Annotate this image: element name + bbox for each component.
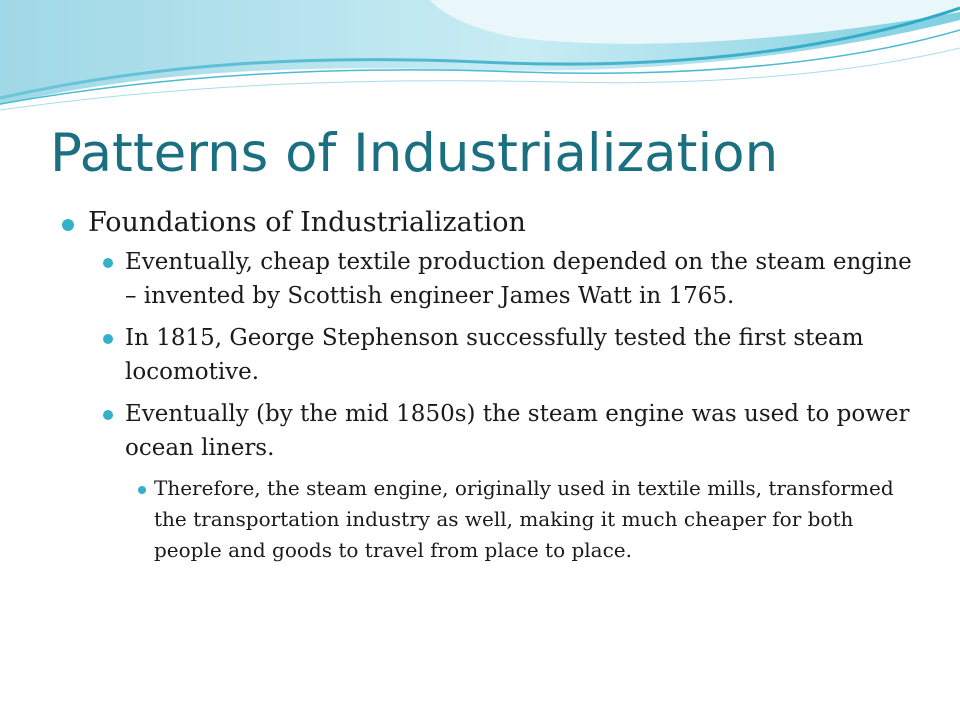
bullet-text: In 1815, George Stephenson successfully tested the first steam locomotive. [125, 325, 864, 385]
header-wave-decoration [0, 0, 960, 120]
bullet-text: Therefore, the steam engine, originally used in textile mills, transformed the transportation industry as well, making it much cheaper for both people and goods to travel from place to place. [154, 476, 894, 562]
bullet-icon [103, 334, 113, 344]
sub-sub-bullet-item-transportation [138, 473, 920, 566]
bullet-list [60, 205, 920, 570]
sub-bullet-item-ocean-liners [97, 397, 920, 465]
bullet-icon [103, 410, 113, 420]
bullet-icon [62, 219, 74, 231]
slide-title: Patterns of Industrialization [50, 123, 779, 184]
bullet-item-foundations [60, 205, 920, 241]
sub-bullet-item-locomotive [97, 321, 920, 389]
bullet-text: Eventually (by the mid 1850s) the steam engine was used to power ocean liners. [125, 401, 910, 461]
sub-bullet-item-steam-engine [97, 245, 920, 313]
bullet-text: Foundations of Industrialization [88, 207, 526, 238]
bullet-icon [103, 258, 113, 268]
bullet-icon [138, 486, 146, 494]
bullet-text: Eventually, cheap textile production depended on the steam engine – invented by Scottish engineer James Watt in 1765. [125, 249, 912, 309]
